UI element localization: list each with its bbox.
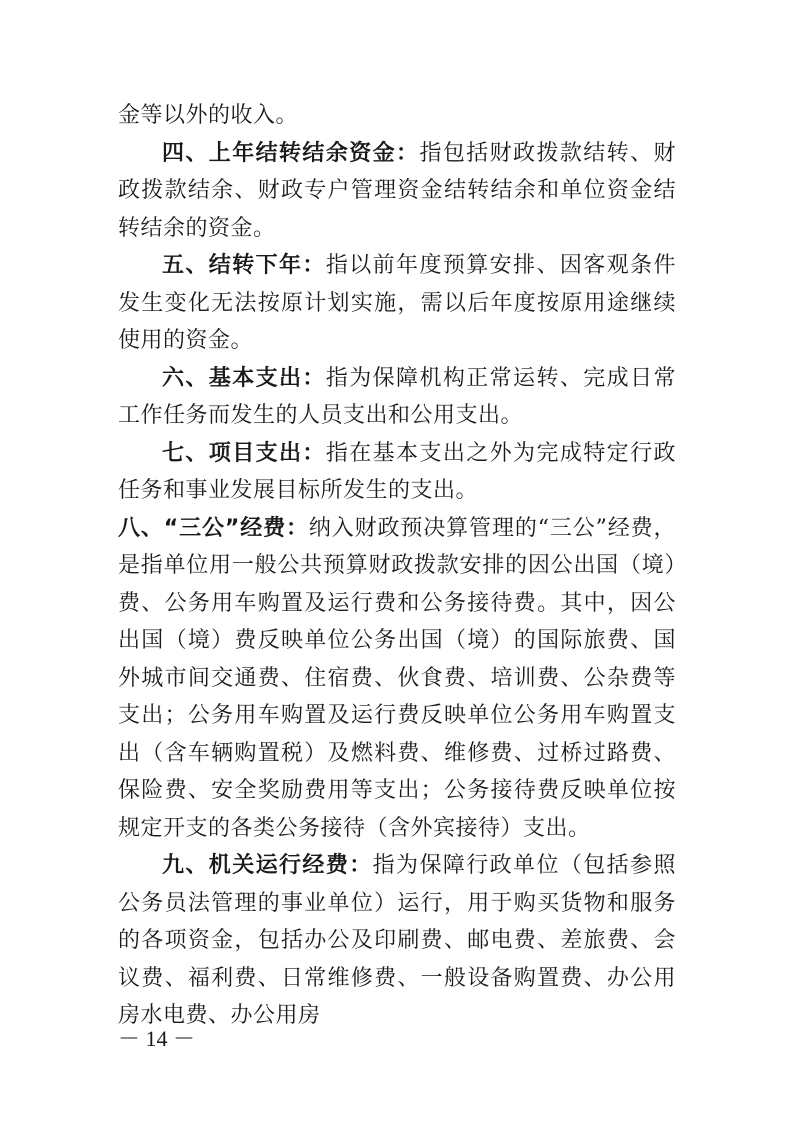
paragraph-project-expenditure [118,435,676,510]
paragraph-carryover-funds [118,135,676,248]
paragraph-text: 纳入财政预决算管理的“三公”经费，是指单位用一般公共预算财政拨款安排的因公出国（境）费、公务用车购置及运行费和公务接待费。其中，因公出国（境）费反映单位公务出国（境）的国际旅费、国外城市间交通费、住宿费、伙食费、培训费、公杂费等支出；公务用车购置及运行费反映单位公务用车购置支出（含车辆购置税）及燃料费、维修费、过桥过路费、保险费、安全奖励费用等支出；公务接待费反映单位按规定开支的各类公务接待（含外宾接待）支出。 [118,515,677,841]
term-heading: 七、项目支出： [162,440,326,466]
term-heading: 八、“三公”经费： [118,515,309,541]
paragraph-basic-expenditure [118,360,676,435]
paragraph-income-continued [118,97,676,135]
paragraph-text: 指以前年度预算安排、因客观条件发生变化无法按原计划实施，需以后年度按原用途继续使用的资金。 [118,253,676,353]
paragraph-text: 指包括财政拨款结转、财政拨款结余、财政专户管理资金结转结余和单位资金结转结余的资金。 [118,140,676,241]
paragraph-text: 金等以外的收入。 [118,103,299,128]
page-number: － 14 － [118,1026,196,1051]
document-body [118,97,676,1035]
term-heading: 四、上年结转结余资金： [162,140,420,166]
term-heading: 五、结转下年： [162,253,326,278]
paragraph-three-public-expenses [118,510,676,848]
paragraph-text: 指为保障行政单位（包括参照公务员法管理的事业单位）运行，用于购买货物和服务的各项资金，包括办公及印刷费、邮电费、差旅费、会议费、福利费、日常维修费、一般设备购置费、办公用房水电费、办公用房 [118,853,676,1028]
paragraph-text: 指为保障机构正常运转、完成日常工作任务而发生的人员支出和公用支出。 [118,365,676,428]
paragraph-operating-expenses [118,847,676,1035]
term-heading: 六、基本支出： [162,365,326,391]
paragraph-carry-forward [118,247,676,360]
paragraph-text: 指在基本支出之外为完成特定行政任务和事业发展目标所发生的支出。 [118,440,676,503]
term-heading: 九、机关运行经费： [162,853,373,878]
